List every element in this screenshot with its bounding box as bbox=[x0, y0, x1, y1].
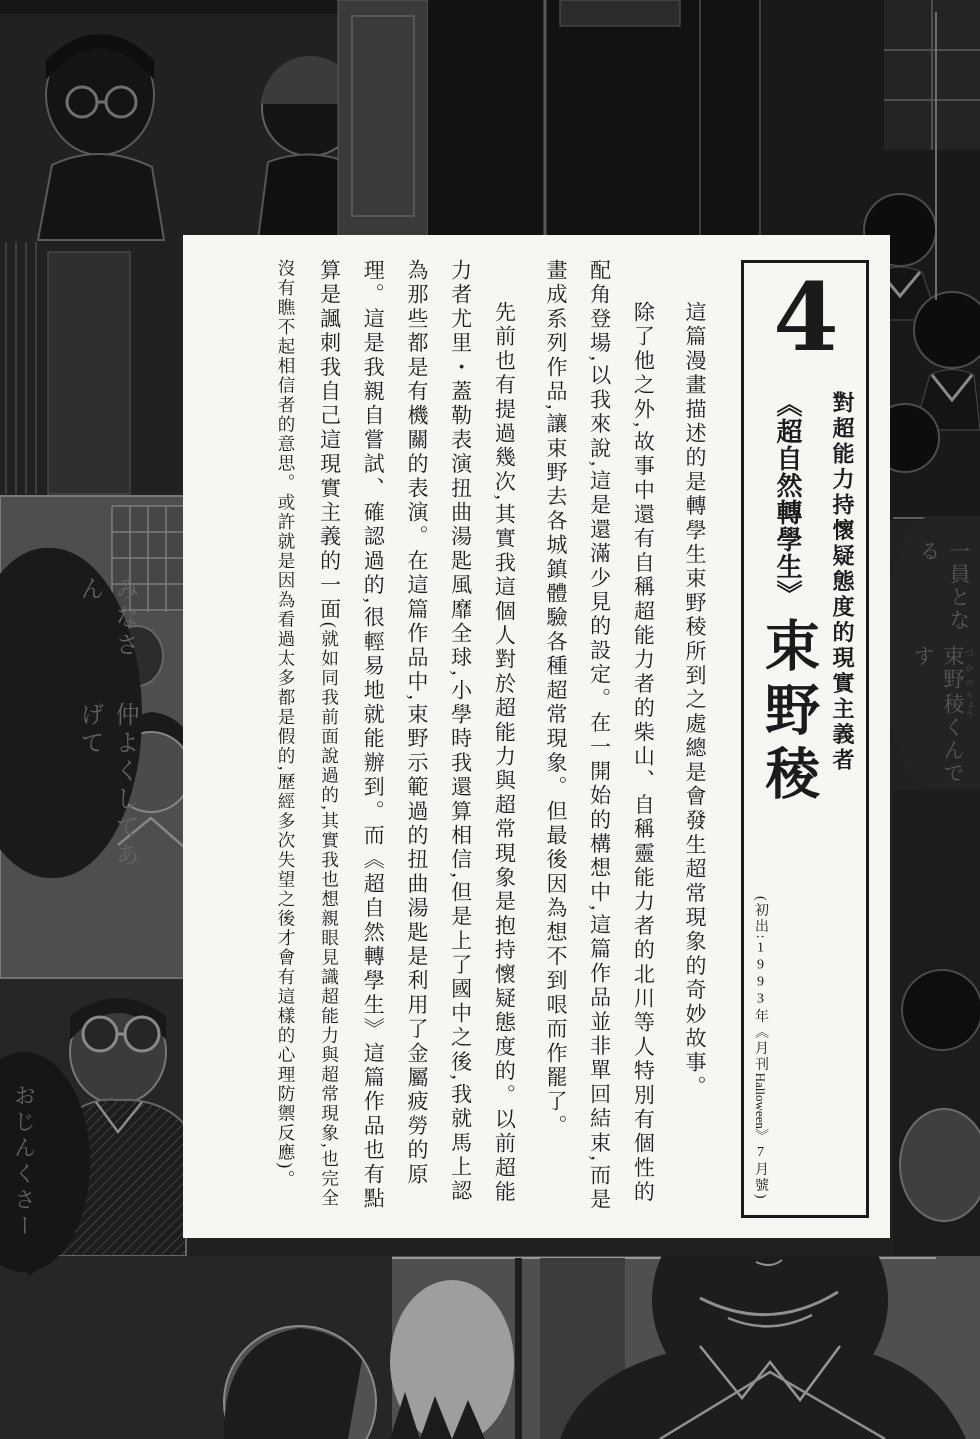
footnote-text: 》 bbox=[753, 1129, 768, 1146]
chapter-subtitle: 對超能力持懷疑態度的現實主義者 bbox=[830, 391, 855, 774]
footnote-year: 1993 bbox=[753, 941, 768, 1010]
first-publication-note bbox=[750, 896, 770, 1201]
speech-text: 一員となる bbox=[917, 540, 971, 632]
essay-card bbox=[183, 235, 890, 1238]
footnote-text: 月號) bbox=[753, 1162, 768, 1201]
speech-text: おじんくさー bbox=[11, 1084, 37, 1240]
footnote-text: 年《月刊 bbox=[753, 1009, 768, 1074]
essay-paragraph-3 bbox=[263, 259, 525, 1216]
essay-paragraph-2: 除了他之外,故事中還有自稱超能力者的柴山、自稱靈能力者的北川等人特別有個性的配角登場,以我來說,這是還滿少見的設定。在一開始的構想中,這篇作品並非單回結束,而是畫成系列作品,讓束野去各城鎮體驗各種超常現象。但最後因為想不到哏而作罷了。 bbox=[543, 259, 656, 1213]
speech-text: 仲よくしてあげて bbox=[76, 702, 137, 870]
essay-paragraph-3-main: 先前也有提過幾次,其實我這個人對於超能力與超常現象是抱持懷疑態度的。以前超能力者尤里・蓋勒表演扭曲湯匙風靡全球,小學時我還算相信,但是上了國中之後,我就馬上認為那些都是有機關的表演。在這篇作品中,束野示範過的扭曲湯匙是利用了金屬疲勞的原理。這是我親自嘗試、確認過的,很輕易地就能辦到。而《超自然轉學生》這篇作品也有點算是諷刺我自己這現實主義的一面 bbox=[317, 259, 517, 1212]
series-title: 《超自然轉學生》 bbox=[773, 391, 803, 607]
speech-bubble-right bbox=[884, 516, 980, 788]
magazine-name: Halloween bbox=[753, 1073, 768, 1130]
speech-text bbox=[908, 641, 974, 788]
chapter-number: 4 bbox=[773, 263, 837, 373]
furigana: つかの bbox=[964, 644, 974, 691]
essay-paragraph-3-annotation: (就如同我前面說過的,其實我也想親眼見識超能力與超常現象,也完全沒有瞧不起相信者的意思。或許就是因為看過太多都是假的,歷經多次失望之後才會有這樣的心理防禦反應)。 bbox=[275, 259, 340, 1209]
speech-text: くんです bbox=[911, 644, 965, 785]
essay-paragraph-1: 這篇漫畫描述的是轉學生束野稜所到之處總是會發生超常現象的奇妙故事。 bbox=[683, 301, 707, 1100]
footnote-issue-number: 7 bbox=[753, 1145, 768, 1163]
footnote-text: (初出: bbox=[753, 896, 768, 942]
chapter-title-box bbox=[741, 260, 869, 1218]
character-name-kanji: 稜 bbox=[941, 690, 965, 718]
character-name-kanji: 束野 bbox=[941, 644, 965, 691]
speech-text: みなさん bbox=[76, 576, 137, 660]
character-name: 束野稜 bbox=[757, 617, 819, 809]
furigana: りょう bbox=[964, 690, 974, 718]
top-center-door bbox=[338, 0, 760, 238]
speech-bubble-left-top bbox=[0, 548, 142, 878]
essay-text bbox=[201, 259, 716, 1216]
